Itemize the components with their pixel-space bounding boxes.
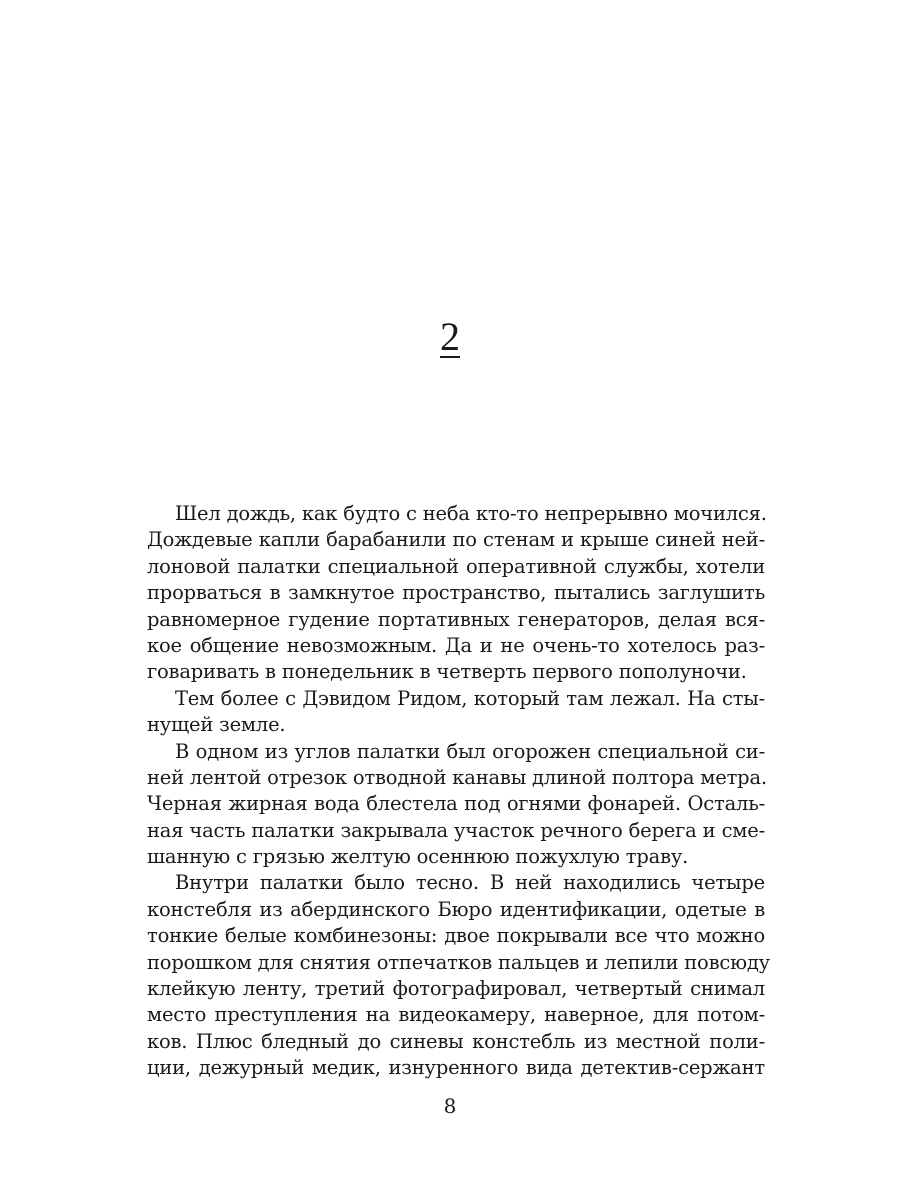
text-line: Дождевые капли барабанили по стенам и крыше синей ней- xyxy=(147,528,765,552)
text-line: ная часть палатки закрывала участок речного берега и сме- xyxy=(147,818,765,842)
text-line: шанную с грязью желтую осеннюю пожухлую траву. xyxy=(147,845,689,869)
text-line: прорваться в замкнутое пространство, пытались заглушить xyxy=(147,581,765,605)
text-line: говаривать в понедельник в четверть первого пополуночи. xyxy=(147,660,747,684)
text-line: нущей земле. xyxy=(147,713,286,737)
text-line: порошком для снятия отпечатков пальцев и лепили повсюду xyxy=(147,950,770,974)
text-line: Шел дождь, как будто с неба кто-то непрерывно мочился. xyxy=(175,502,767,525)
text-line: лоновой палатки специальной оперативной службы, хотели xyxy=(147,554,765,578)
text-line: ции, дежурный медик, изнуренного вида детектив-сержант xyxy=(147,1056,765,1080)
text-line: равномерное гудение портативных генераторов, делая вся- xyxy=(147,607,765,631)
text-line: тонкие белые комбинезоны: двое покрывали все что можно xyxy=(147,924,765,948)
chapter-number xyxy=(0,312,900,362)
page-number: 8 xyxy=(443,1094,457,1118)
text-line: Внутри палатки было тесно. В ней находились четыре xyxy=(175,871,765,895)
text-line: Черная жирная вода блестела под огнями фонарей. Осталь- xyxy=(147,792,765,816)
text-line: ней лентой отрезок отводной канавы длиной полтора метра. xyxy=(147,765,767,789)
text-line: Тем более с Дэвидом Ридом, который там лежал. На сты- xyxy=(175,686,765,710)
chapter-number-text: 2 xyxy=(440,314,460,359)
text-line: кое общение невозможным. Да и не очень-то хотелось раз- xyxy=(147,633,765,657)
text-line: В одном из углов палатки был огорожен специальной си- xyxy=(175,739,765,763)
text-line: констебля из абердинского Бюро идентификации, одетые в xyxy=(147,897,765,921)
text-line: клейкую ленту, третий фотографировал, четвертый снимал xyxy=(147,977,765,1001)
text-line: ков. Плюс бледный до синевы констебль из местной поли- xyxy=(147,1029,765,1053)
text-line: место преступления на видеокамеру, наверное, для потом- xyxy=(147,1003,765,1027)
body-text xyxy=(147,501,770,1082)
